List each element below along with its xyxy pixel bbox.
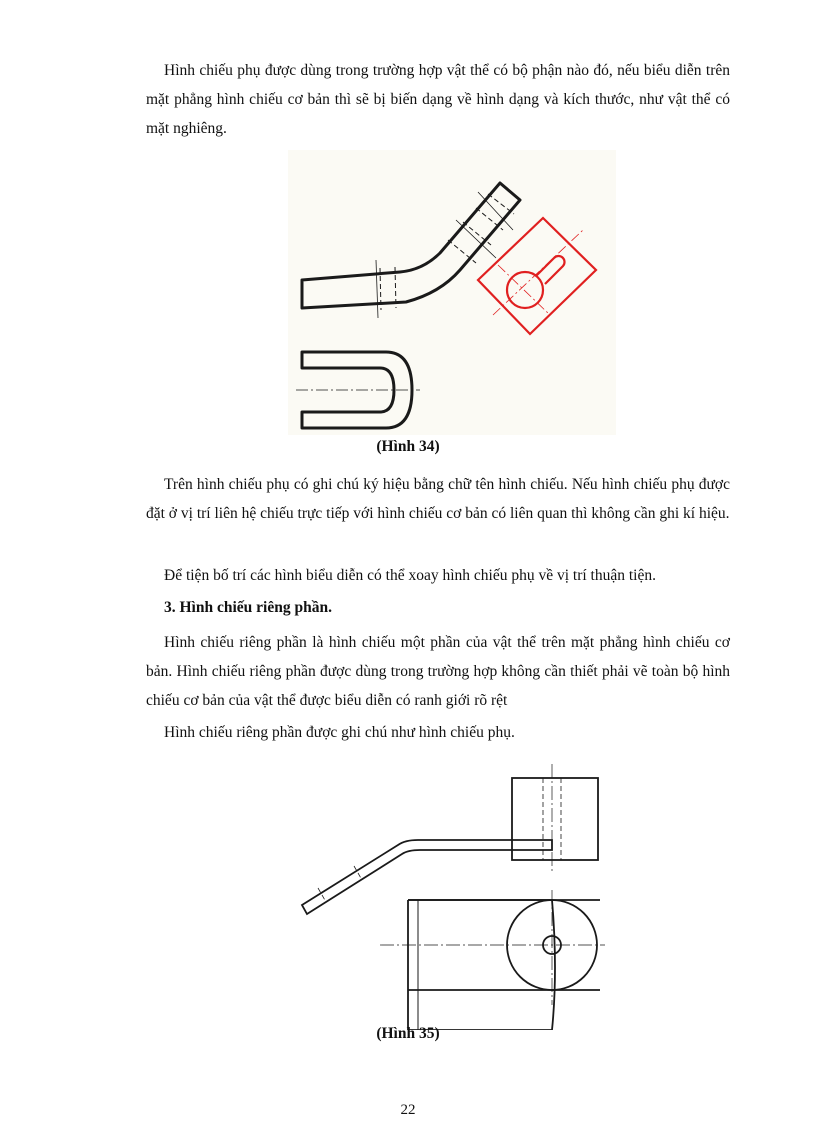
section-heading-partial-view: 3. Hình chiếu riêng phần. xyxy=(164,599,332,616)
partial-view-body xyxy=(408,900,555,1030)
figure-34-caption: (Hình 34) xyxy=(376,438,440,455)
figure-35-drawing xyxy=(290,760,610,1030)
paragraph-partial-view-definition: Hình chiếu riêng phần là hình chiếu một phần của vật thể trên mặt phẳng hình chiếu cơ bản. Hình chiếu riêng phần được dùng trong trường hợp không cần thiết phải vẽ toàn bộ hình chiếu cơ bản của vật thể được biểu diễn có ranh giới rõ rệt xyxy=(146,634,730,709)
figure-34-drawing xyxy=(288,150,616,435)
paragraph-rotate-auxiliary-view: Để tiện bố trí các hình biểu diễn có thể xoay hình chiếu phụ về vị trí thuận tiện. xyxy=(164,567,656,584)
paragraph-auxiliary-view-intro: Hình chiếu phụ được dùng trong trường hợp vật thể có bộ phận nào đó, nếu biểu diễn trên mặt phẳng hình chiếu cơ bản thì sẽ bị biến dạng về hình dạng và kích thước, như vật thể có mặt nghiêng. xyxy=(146,62,730,137)
page-number: 22 xyxy=(400,1102,416,1118)
figure-35-caption: (Hình 35) xyxy=(376,1025,440,1042)
paragraph-auxiliary-view-notation: Trên hình chiếu phụ có ghi chú ký hiệu bằng chữ tên hình chiếu. Nếu hình chiếu phụ được đặt ở vị trí liên hệ chiếu trực tiếp với hình chiếu cơ bản có liên quan thì không cần ghi kí hiệu. xyxy=(146,476,730,522)
paragraph-partial-view-notation: Hình chiếu riêng phần được ghi chú như hình chiếu phụ. xyxy=(164,724,515,741)
boss-block xyxy=(512,778,598,860)
inclined-arm xyxy=(302,840,552,914)
